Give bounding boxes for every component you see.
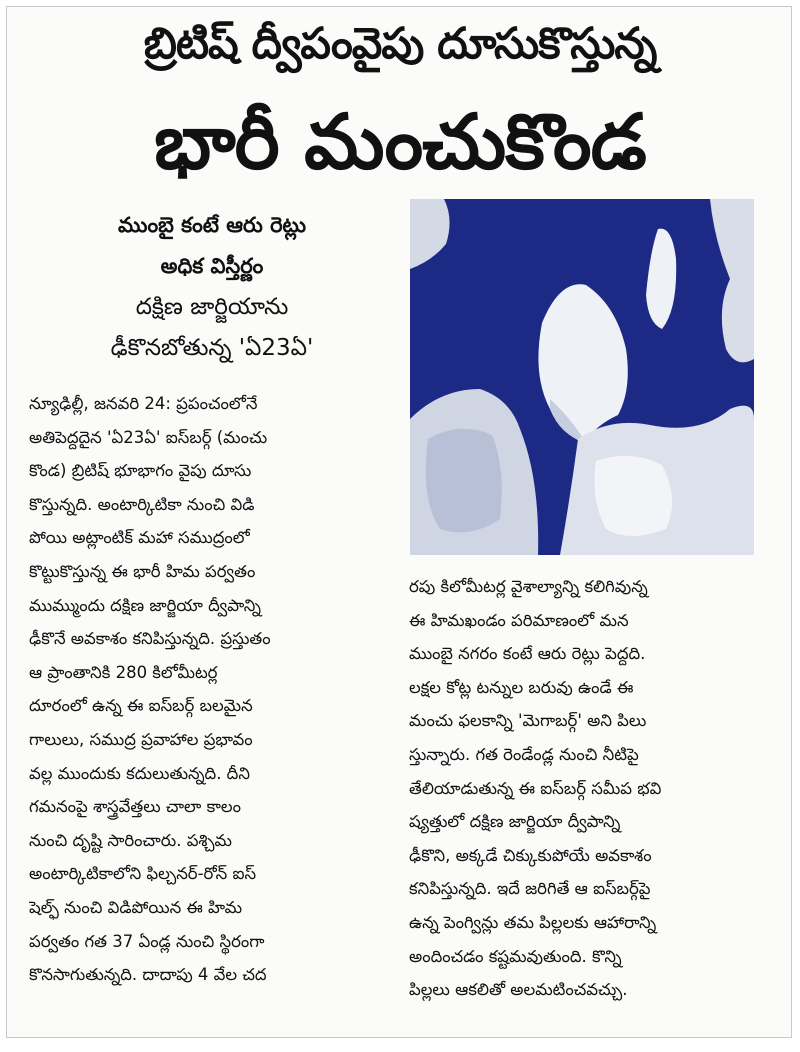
iceberg-photo-graphic [410,199,754,555]
subhead-line-1: ముంబై కంటే ఆరు రెట్లు [117,213,307,237]
article-line: న్యూఢిల్లీ, జనవరి 24: ప్రపంచంలోనే [29,394,258,413]
article-line: ఈ హిమఖండం పరిమాణంలో మన [409,610,629,630]
article-line: కనిపిస్తున్నది. ఇదే జరిగితే ఆ ఐస్‌బర్గ్‌పై [409,879,651,899]
article-line: నుంచి దృష్టి సారించారు. పశ్చిమ [29,830,232,850]
article-line: ఉన్న పెంగ్విన్లు తమ పిల్లలకు ఆహారాన్ని [409,912,657,932]
article-line: పోయి అట్లాంటిక్ మహా సముద్రంలో [29,528,250,548]
article-line: రపు కిలోమీటర్ల వైశాల్యాన్ని కలిగివున్న [409,577,648,596]
article-line: ముమ్ముందు దక్షిణ జార్జియా ద్వీపాన్ని [29,595,261,615]
newspaper-clipping [6,6,792,1038]
article-line: తేలియాడుతున్న ఈ ఐస్‌బర్గ్ సమీప భవి [409,778,662,798]
article-line: ఆ ప్రాంతానికి 280 కిలోమీటర్ల [29,662,218,682]
article-line: గమనంపై శాస్త్రవేత్తలు చాలా కాలం [29,797,241,817]
article-line: అంటార్కిటికాలోని ఫిల్చనర్-రోన్ ఐస్ [29,864,257,884]
article-line: ఢీకొని, అక్కడే చిక్కుకుపోయే అవకాశం [409,845,652,865]
article-column-left [29,387,401,992]
article-line: కొస్తున్నది. అంటార్కిటికా నుంచి విడి [29,494,255,514]
article-line: పిల్లలు ఆకలితో అలమటించవచ్చు. [409,980,628,1000]
article-line: గాలులు, సముద్ర ప్రవాహాల ప్రభావం [29,729,253,749]
subhead-line-2: అధిక విస్తీర్ణం [160,254,264,278]
article-line: స్తున్నారు. గత రెండేండ్ల నుంచి నీటిపై [409,744,639,764]
article-line: కొండ) బ్రిటిష్ భూభాగం వైపు దూసు [29,461,252,481]
main-headline: భారీ మంచుకొండ [154,97,646,186]
article-column-right [409,570,755,1007]
article-line: ఢీకొనే అవకాశం కనిపిస్తున్నది. ప్రస్తుతం [29,629,271,649]
article-line: వల్ల ముందుకు కదులుతున్నది. దీని [29,763,250,783]
article-line: కొనసాగుతున్నది. దాదాపు 4 వేల చద [29,965,267,985]
cloud-highlight [594,456,672,536]
subhead-line-4: ఢీకొనబోతున్న 'ఏ23ఏ' [110,335,314,361]
article-line: అందించడం కష్టమవుతుంది. కొన్ని [409,946,622,966]
article-line: దూరంలో ఉన్న ఈ ఐస్‌బర్గ్ బలమైన [29,696,253,716]
article-line: అతిపెద్దదైన 'ఏ23ఏ' ఐస్‌బర్గ్ (మంచు [29,427,268,447]
article-line: ష్యత్తులో దక్షిణ జార్జియా ద్వీపాన్ని [409,812,621,832]
article-line: ముంబై నగరం కంటే ఆరు రెట్లు పెద్దది. [409,644,646,664]
article-line: లక్షల కోట్ల టన్నుల బరువు ఉండే ఈ [409,677,634,697]
subhead-line-3: దక్షిణ జార్జియాను [135,294,289,320]
article-line: షెల్ఫ్ నుంచి విడిపోయిన ఈ హిమ [29,897,243,917]
kicker-headline: బ్రిటిష్ ద్వీపంవైపు దూసుకొస్తున్న [143,19,657,69]
article-line: పర్వతం గత 37 ఏండ్ల నుంచి స్థిరంగా [29,931,265,951]
article-line: కొట్టుకొస్తున్న ఈ భారీ హిమ పర్వతం [29,561,256,581]
cloud-texture [426,429,502,532]
subheadings [27,205,397,369]
iceberg-satellite-photo [410,199,754,555]
article-line: మంచు ఫలకాన్ని 'మెగాబర్గ్' అని పిలు [409,711,647,731]
